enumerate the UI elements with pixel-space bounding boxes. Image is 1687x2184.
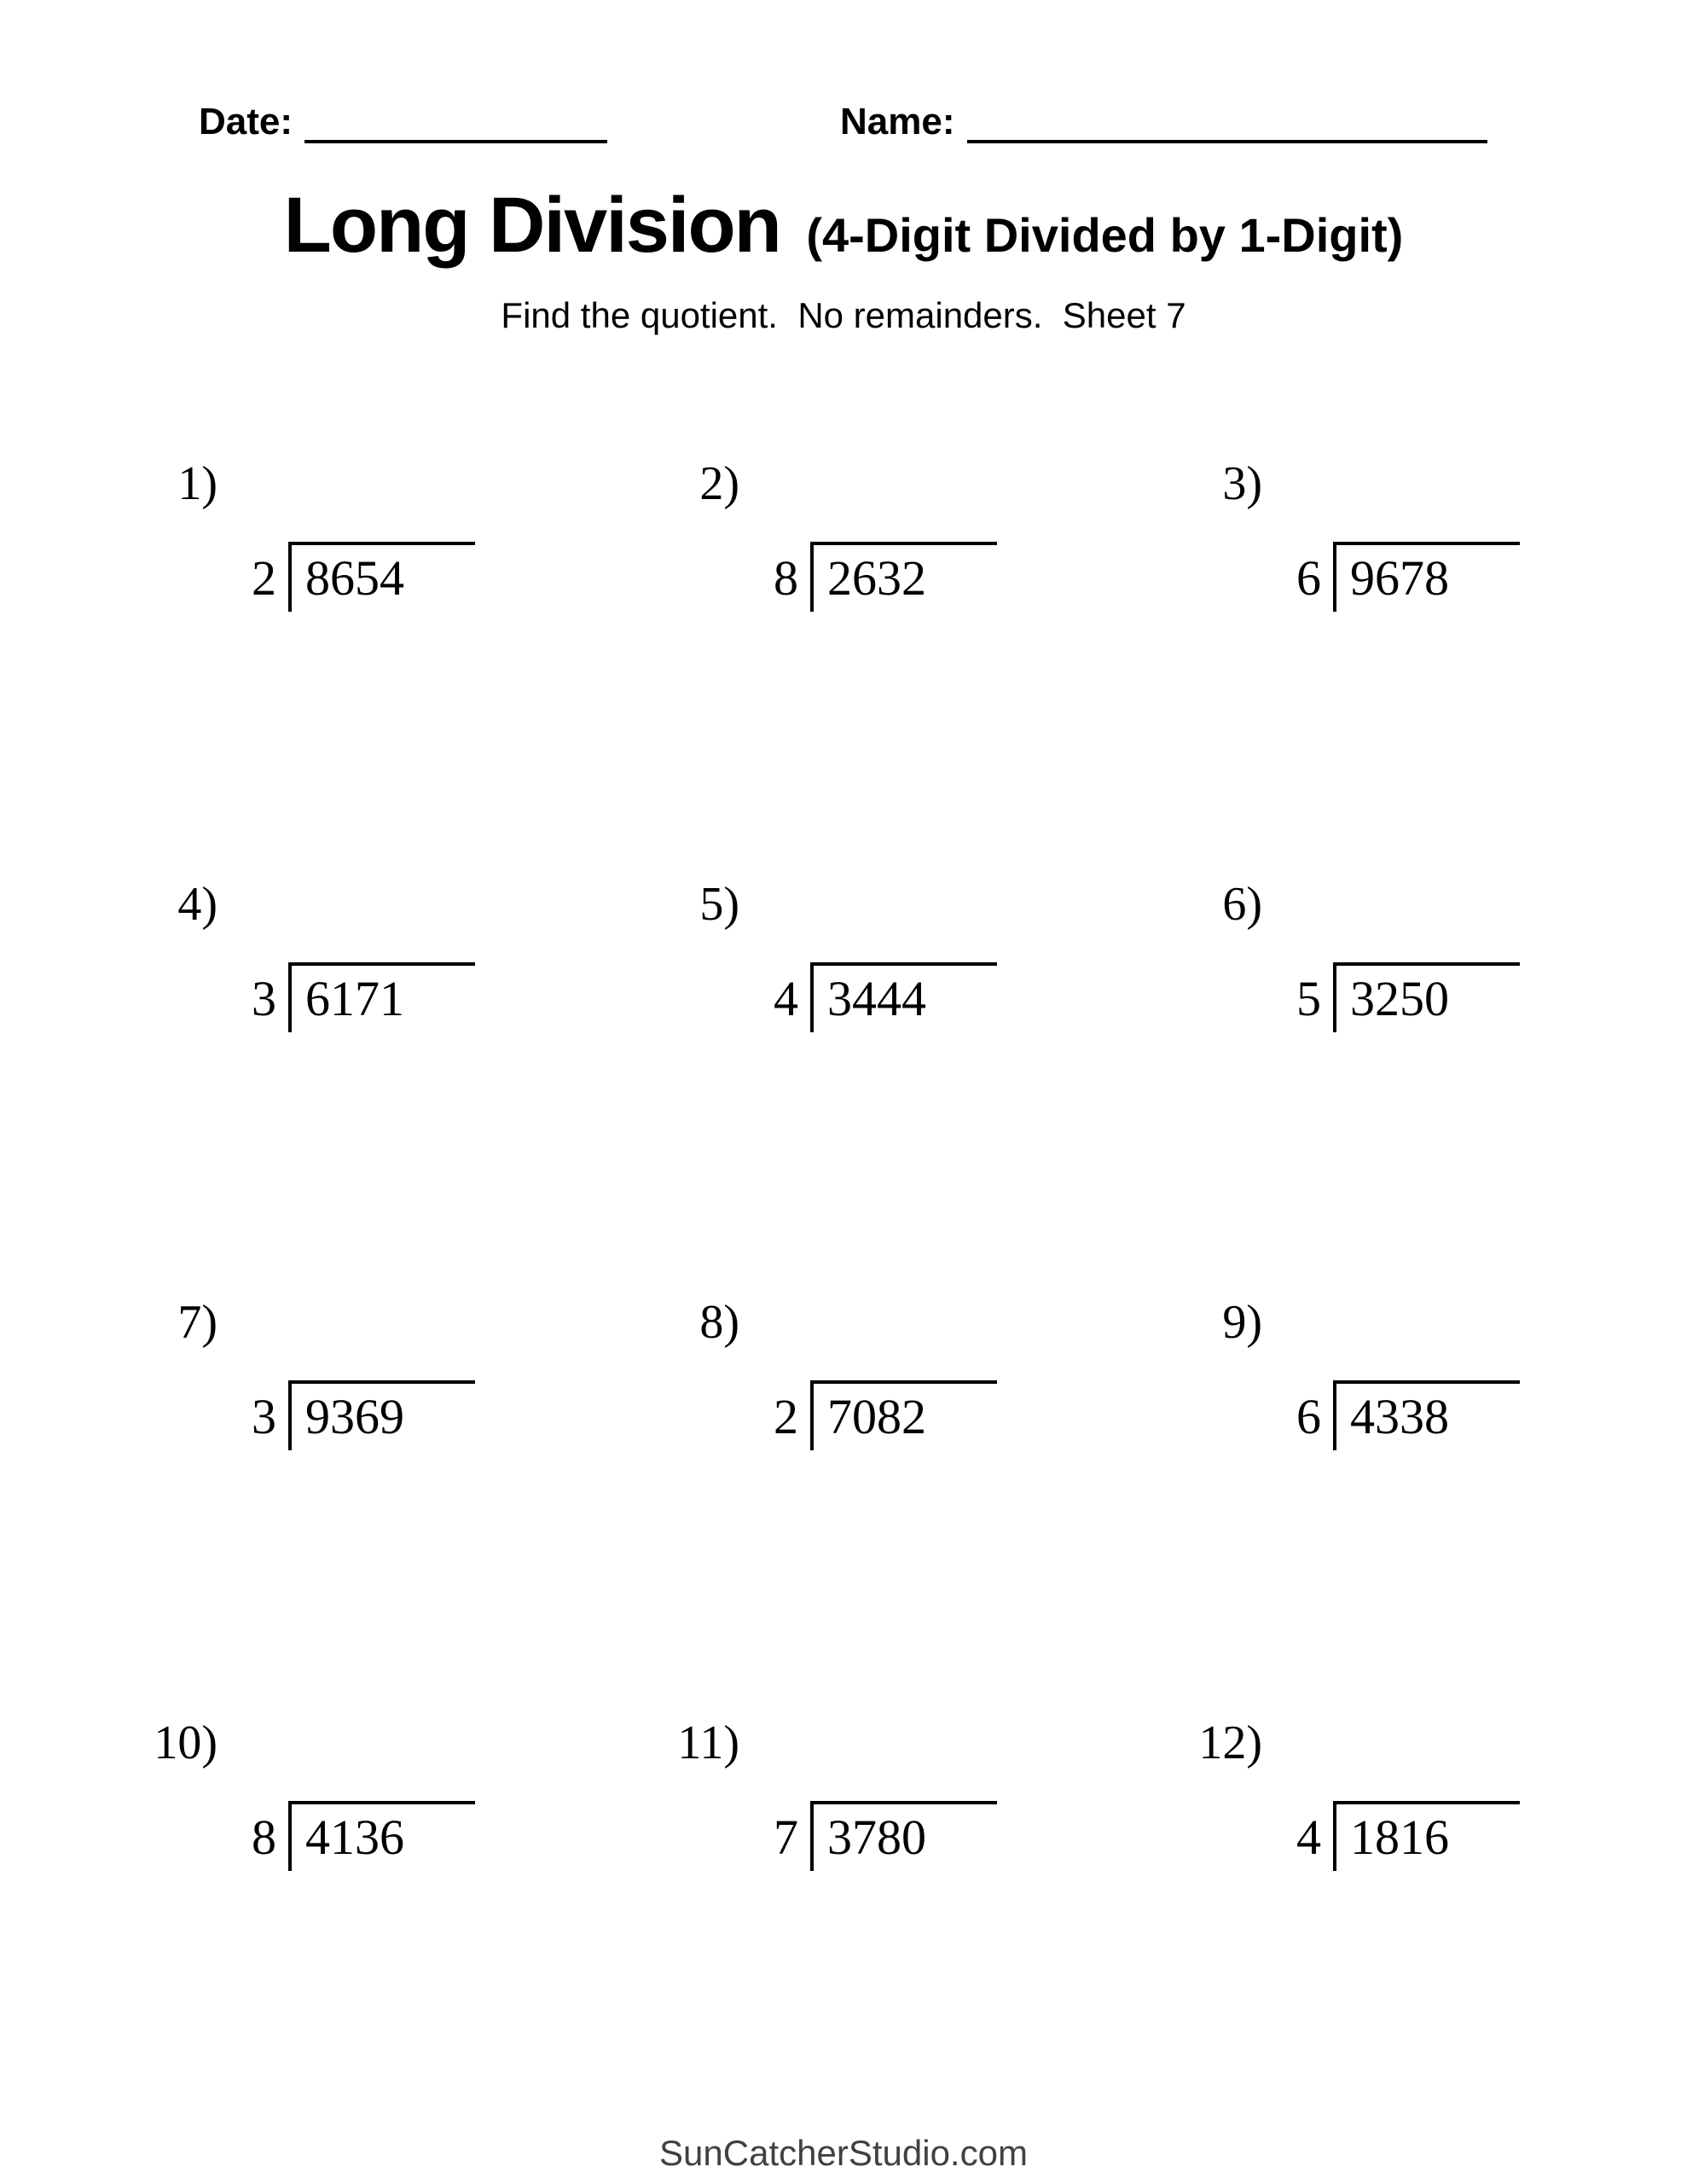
problem-number: 9) — [1222, 1296, 1262, 1349]
division-problem — [1296, 1380, 1520, 1450]
division-problem — [252, 1380, 475, 1450]
dividend: 3250 — [1333, 962, 1520, 1032]
problem-cell-3 — [1168, 456, 1520, 612]
problem-cell-11 — [646, 1716, 997, 1871]
divisor: 6 — [1296, 550, 1321, 607]
division-problem — [774, 962, 997, 1032]
problem-number: 4) — [177, 878, 217, 931]
division-problem — [252, 1801, 475, 1871]
date-blank-line — [304, 104, 607, 143]
dividend: 7082 — [810, 1380, 997, 1450]
division-problem — [774, 1380, 997, 1450]
divisor: 7 — [774, 1809, 798, 1866]
problem-number: 3) — [1222, 457, 1262, 510]
division-problem — [1296, 962, 1520, 1032]
page-title-suffix: (4-Digit Divided by 1-Digit) — [806, 208, 1404, 262]
dividend: 1816 — [1333, 1801, 1520, 1871]
problem-cell-2 — [646, 456, 997, 612]
name-blank-line — [967, 104, 1487, 143]
divisor: 3 — [252, 971, 276, 1027]
division-problem — [774, 1801, 997, 1871]
date-label: Date: — [199, 101, 293, 142]
problem-number: 11) — [677, 1716, 739, 1769]
divisor: 3 — [252, 1389, 276, 1445]
dividend: 3444 — [810, 962, 997, 1032]
problem-cell-8 — [646, 1295, 997, 1450]
division-problem — [252, 542, 475, 612]
problem-cell-1 — [124, 456, 475, 612]
divisor: 8 — [252, 1809, 276, 1866]
dividend: 9369 — [288, 1380, 475, 1450]
problem-number: 1) — [177, 457, 217, 510]
name-field — [840, 101, 1487, 143]
divisor: 8 — [774, 550, 798, 607]
problem-number: 2) — [699, 457, 739, 510]
instructions-subtitle: Find the quotient. No remainders. Sheet 7 — [501, 295, 1186, 335]
division-problem — [774, 542, 997, 612]
dividend: 9678 — [1333, 542, 1520, 612]
footer-website-credit: SunCatcherStudio.com — [659, 2133, 1028, 2173]
divisor: 2 — [252, 550, 276, 607]
date-field — [199, 101, 607, 143]
dividend: 8654 — [288, 542, 475, 612]
divisor: 6 — [1296, 1389, 1321, 1445]
dividend: 3780 — [810, 1801, 997, 1871]
problem-cell-10 — [124, 1716, 475, 1871]
problem-number: 8) — [699, 1296, 739, 1349]
title-row — [0, 181, 1687, 270]
problem-number: 7) — [177, 1296, 217, 1349]
dividend: 4136 — [288, 1801, 475, 1871]
problem-number: 5) — [699, 878, 739, 931]
problem-cell-6 — [1168, 877, 1520, 1032]
problem-cell-12 — [1168, 1716, 1520, 1871]
dividend: 2632 — [810, 542, 997, 612]
division-problem — [1296, 542, 1520, 612]
page-title: Long Division — [283, 182, 780, 269]
divisor: 4 — [774, 971, 798, 1027]
divisor: 2 — [774, 1389, 798, 1445]
divisor: 4 — [1296, 1809, 1321, 1866]
dividend: 6171 — [288, 962, 475, 1032]
problem-number: 12) — [1198, 1716, 1262, 1769]
problem-cell-5 — [646, 877, 997, 1032]
problem-cell-7 — [124, 1295, 475, 1450]
problem-cell-4 — [124, 877, 475, 1032]
division-problem — [252, 962, 475, 1032]
problem-cell-9 — [1168, 1295, 1520, 1450]
name-label: Name: — [840, 101, 955, 142]
divisor: 5 — [1296, 971, 1321, 1027]
division-problem — [1296, 1801, 1520, 1871]
problem-number: 6) — [1222, 878, 1262, 931]
dividend: 4338 — [1333, 1380, 1520, 1450]
problem-number: 10) — [154, 1716, 217, 1769]
